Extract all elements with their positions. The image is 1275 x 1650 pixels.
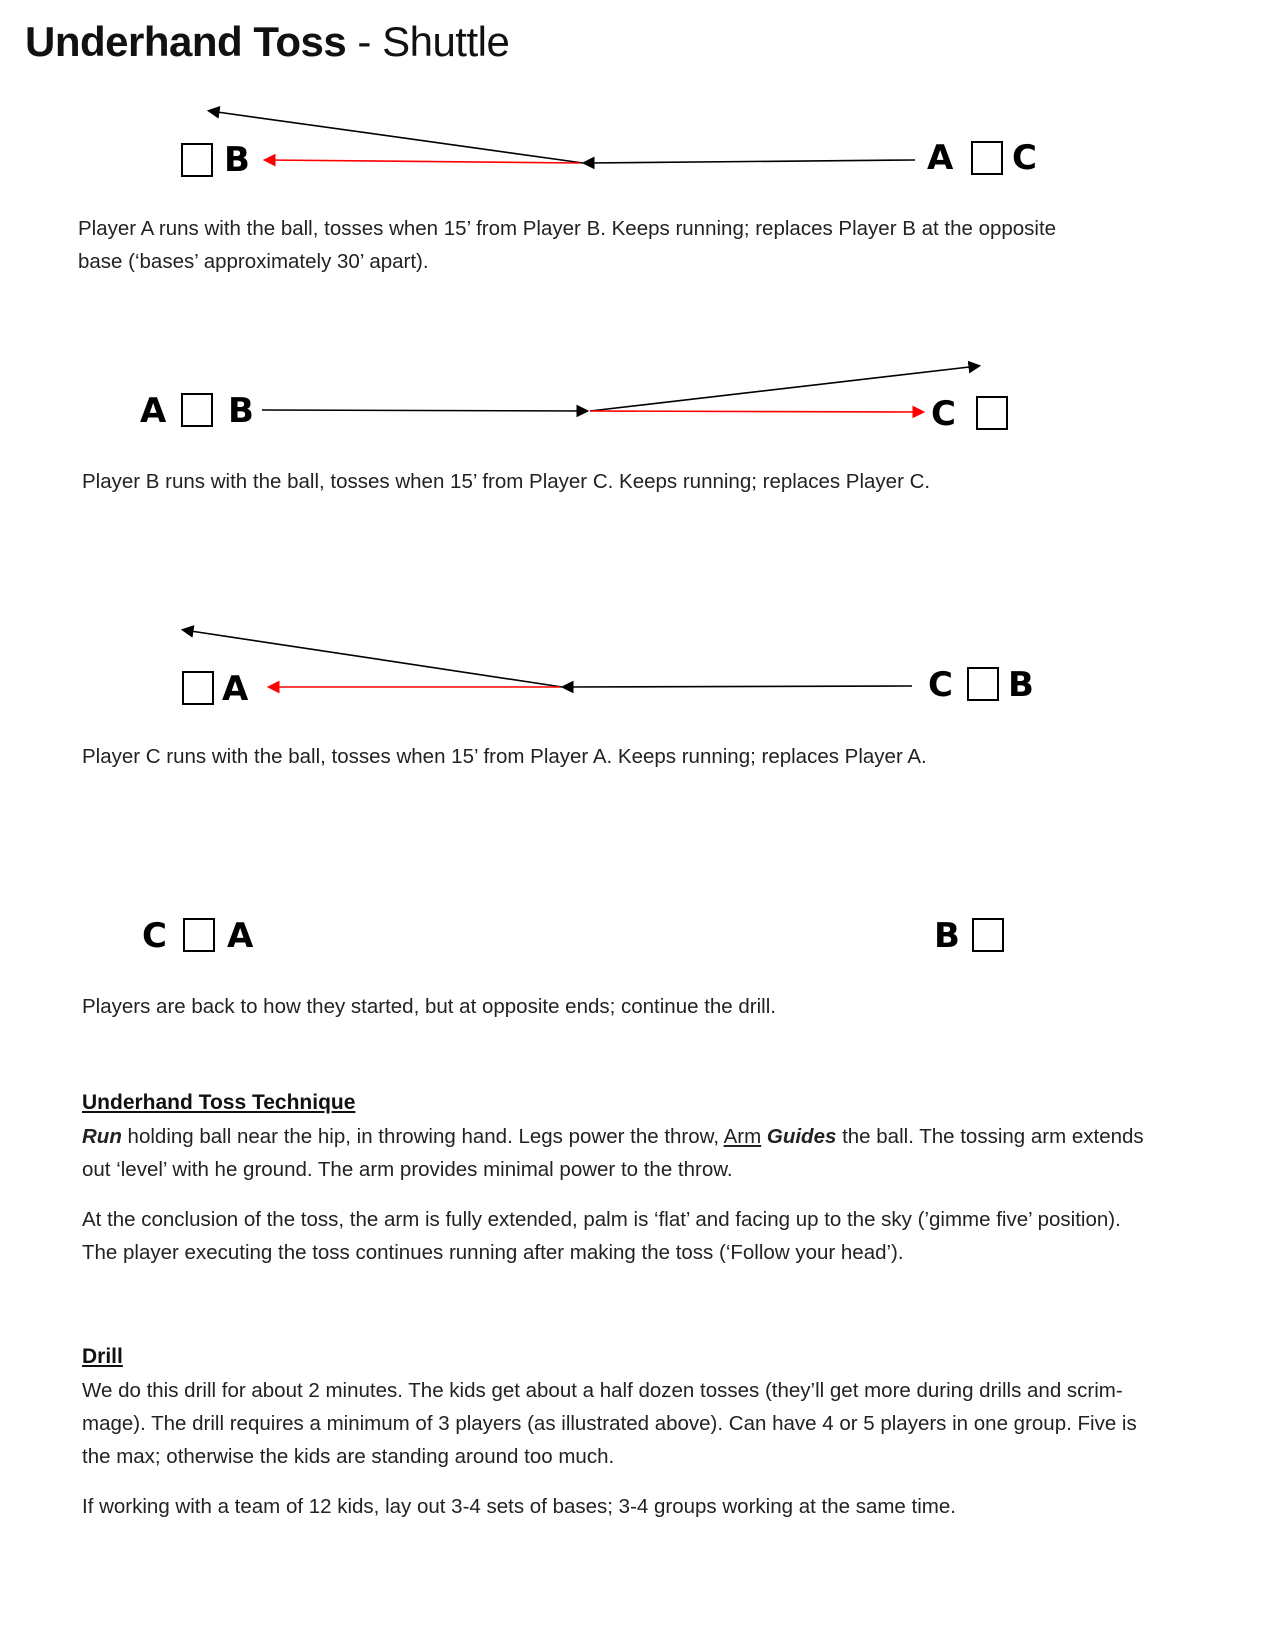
player-label: C xyxy=(928,665,953,705)
base-left xyxy=(181,393,213,427)
diagram-4-caption: Players are back to how they started, but at opposite ends; continue the drill. xyxy=(82,995,776,1018)
base-right xyxy=(971,141,1003,175)
title-bold: Underhand Toss xyxy=(25,18,347,65)
technique-heading: Underhand Toss Technique xyxy=(82,1091,356,1114)
diagram-3-caption: Player C runs with the ball, tosses when 15’ from Player A. Keeps running; replaces Player A. xyxy=(82,745,927,768)
player-label: C xyxy=(931,394,956,434)
base-left xyxy=(183,918,215,952)
player-label: A xyxy=(140,391,167,431)
player-label: B xyxy=(228,391,254,431)
diagram-1-caption: Player A runs with the ball, tosses when 15’ from Player B. Keeps running; replaces Player B at the opposite base (‘bases’ approximately 30’ apart). xyxy=(78,217,1057,273)
diagram-2-caption: Player B runs with the ball, tosses when 15’ from Player C. Keeps running; replaces Player C. xyxy=(82,470,931,493)
diagram-4 xyxy=(0,915,1275,975)
player-label: B xyxy=(224,140,250,180)
base-right xyxy=(976,396,1008,430)
technique-paragraph-1: Run holding ball near the hip, in throwing hand. Legs power the throw, Arm Guides the ball. The tossing arm extends out ‘level’ with he ground. The arm provides minimal power to the throw. xyxy=(82,1125,1144,1181)
diagram-3 xyxy=(0,615,1275,715)
page-title xyxy=(25,14,509,70)
player-label: A xyxy=(927,138,954,178)
player-label: A xyxy=(227,916,254,956)
drill-heading: Drill xyxy=(82,1345,123,1368)
diagram-2 xyxy=(0,350,1275,440)
player-label: C xyxy=(142,916,167,956)
base-right xyxy=(967,667,999,701)
diagram-1 xyxy=(0,90,1275,200)
player-label: B xyxy=(934,916,960,956)
player-label: C xyxy=(1012,138,1037,178)
drill-paragraph-1: We do this drill for about 2 minutes. The kids get about a half dozen tosses (they’ll get more during drills and scrim- mage). The drill requires a minimum of 3 players (as illustrated above). Can have 4 or 5 players in one group. Five is the max; otherwise the kids are standing around too much. xyxy=(82,1379,1137,1468)
drill-paragraph-2: If working with a team of 12 kids, lay out 3-4 sets of bases; 3-4 groups working at the same time. xyxy=(82,1495,956,1518)
player-label: A xyxy=(222,669,249,709)
base-right xyxy=(972,918,1004,952)
base-left xyxy=(182,671,214,705)
title-subtitle: - Shuttle xyxy=(346,18,510,65)
base-left xyxy=(181,143,213,177)
player-label: B xyxy=(1008,665,1034,705)
technique-paragraph-2: At the conclusion of the toss, the arm is fully extended, palm is ‘flat’ and facing up to the sky (’gimme five’ position). The player executing the toss continues running after making the toss (‘Follow your head’). xyxy=(82,1208,1121,1264)
